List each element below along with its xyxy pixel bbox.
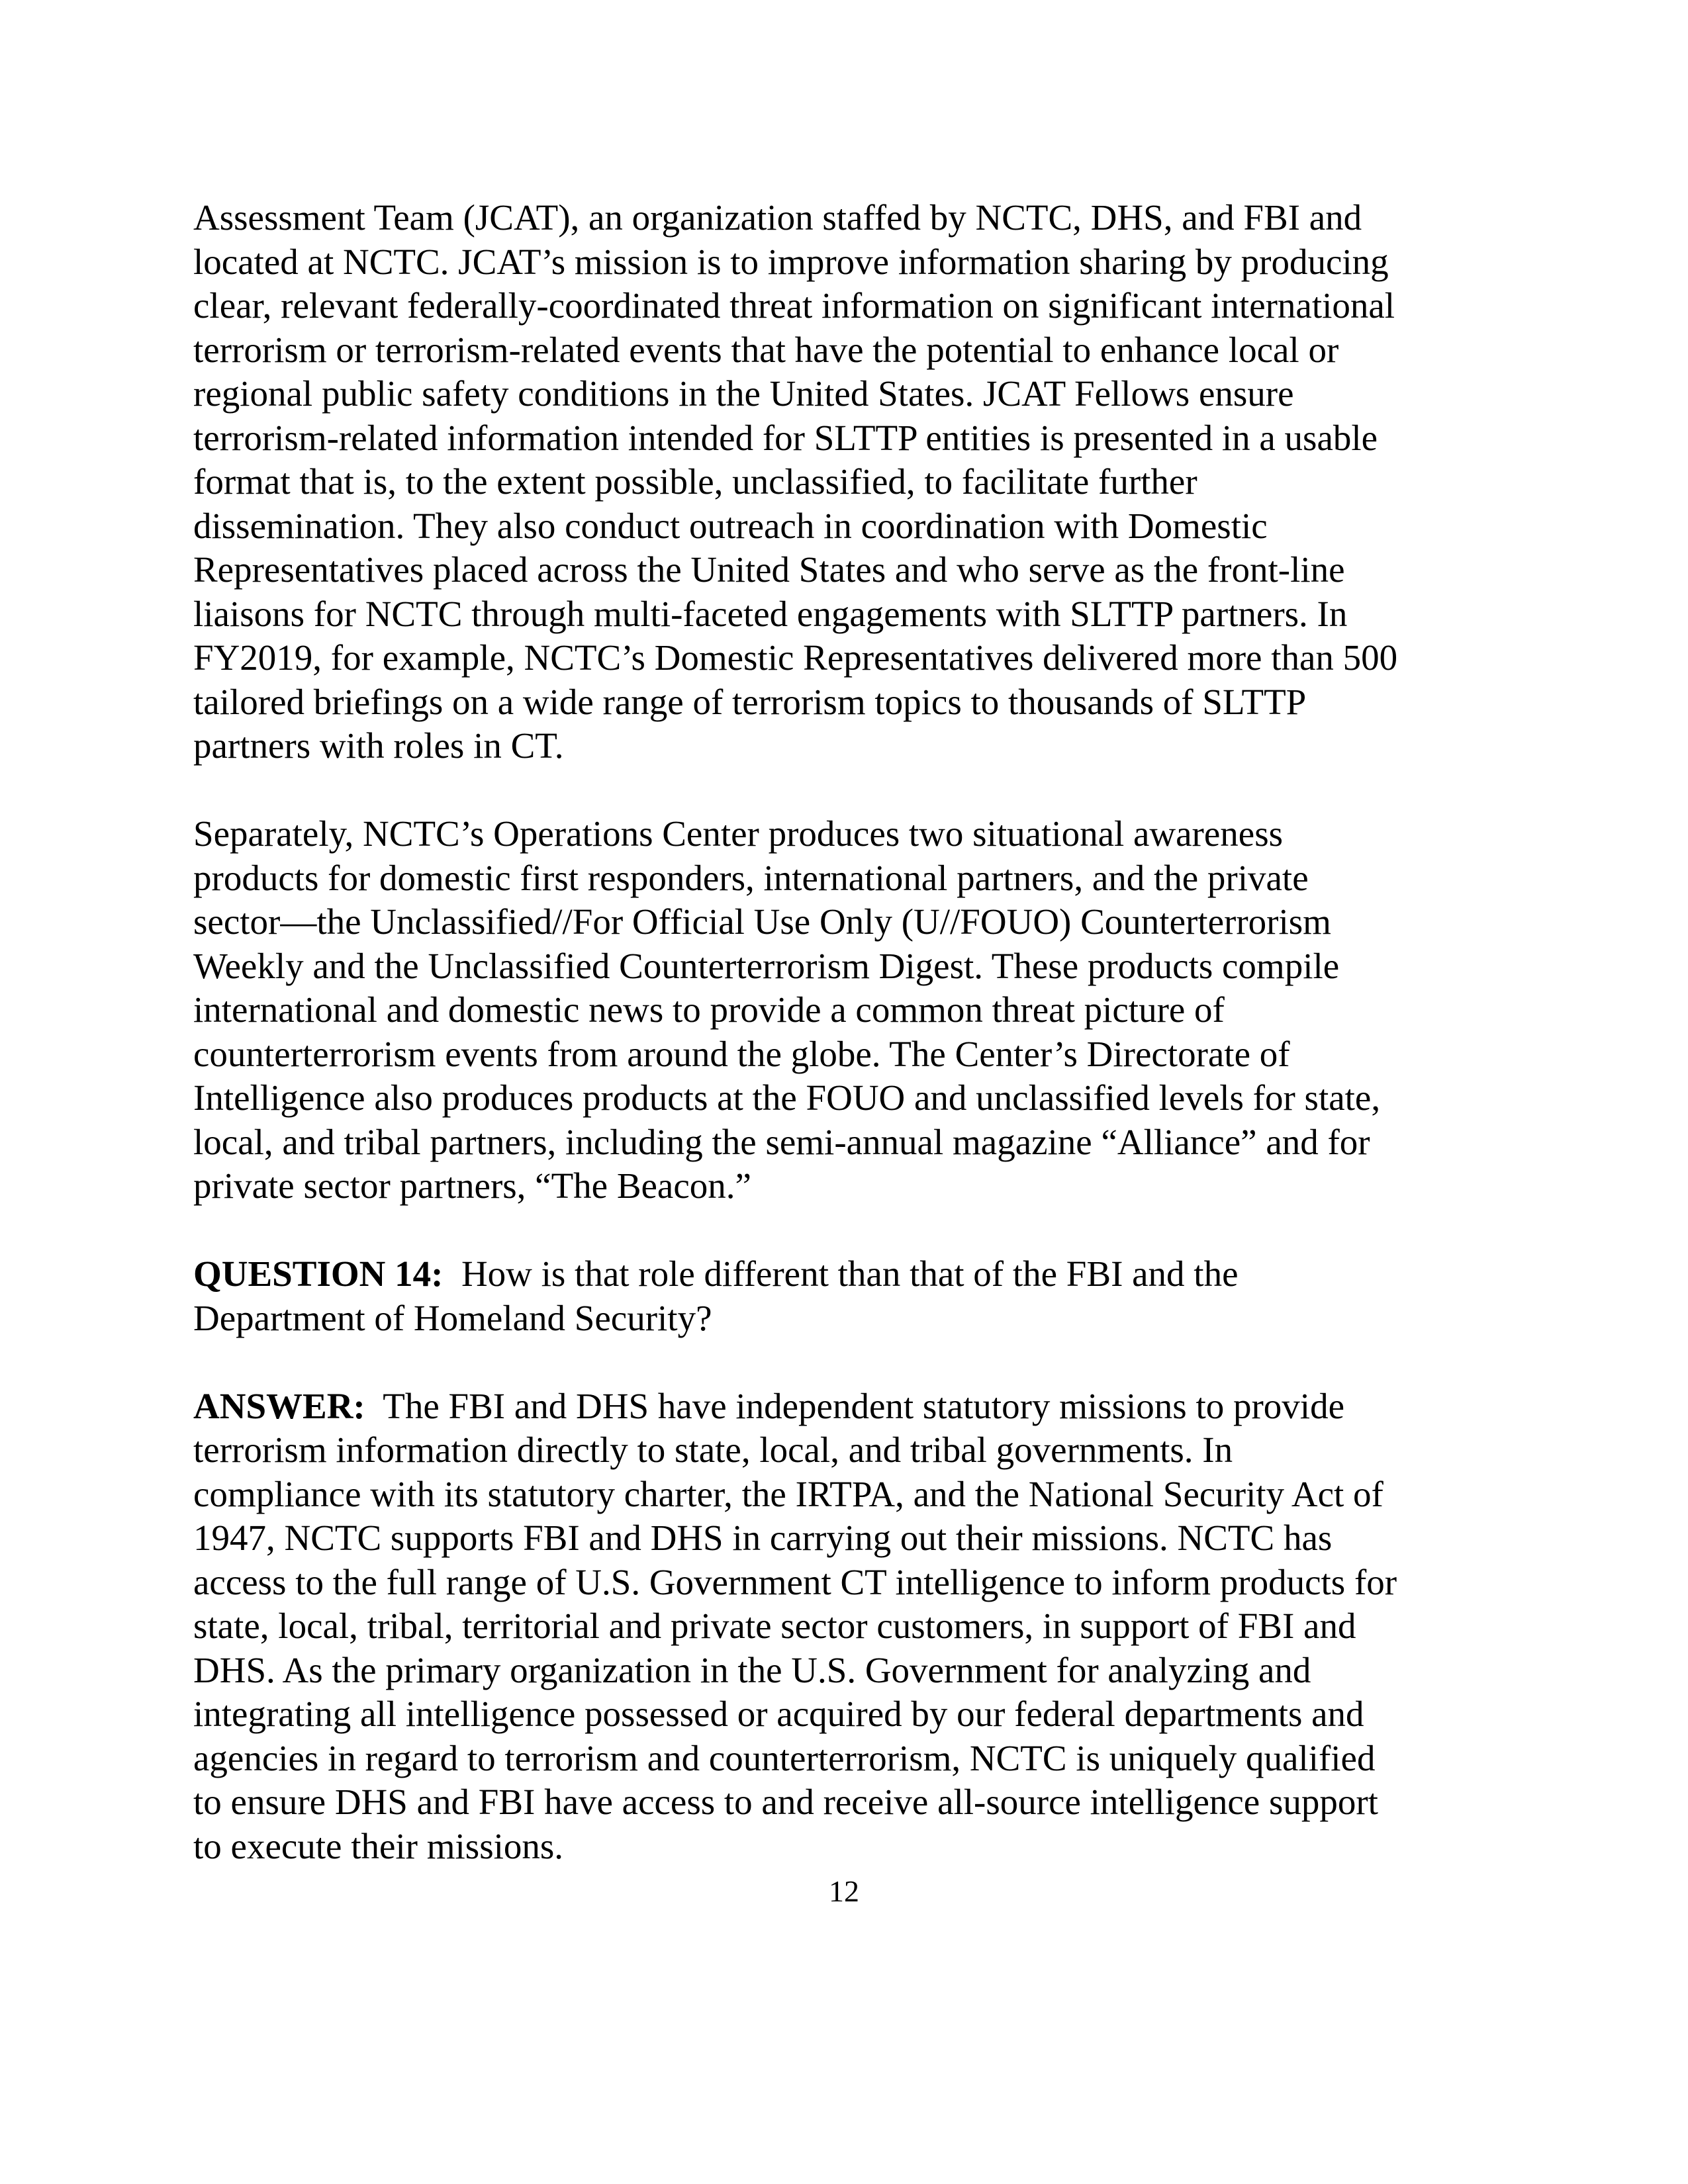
text-line: Department of Homeland Security? [193,1297,712,1338]
text-line: dissemination. They also conduct outreach in coordination with Domestic [193,505,1268,546]
text-line: products for domestic first responders, international partners, and the private [193,857,1309,898]
text-line: terrorism information directly to state, local, and tribal governments. In [193,1430,1233,1470]
page-number: 12 [829,1874,859,1908]
text-line: terrorism or terrorism-related events that have the potential to enhance local or [193,329,1339,370]
paragraph-operations-center [193,812,1477,1208]
text-line: located at NCTC. JCAT’s mission is to improve information sharing by producing [193,241,1389,282]
text-line: access to the full range of U.S. Government CT intelligence to inform products for [193,1561,1397,1602]
text-line: international and domestic news to provide a common threat picture of [193,989,1225,1030]
text-line: tailored briefings on a wide range of terrorism topics to thousands of SLTTP [193,681,1307,722]
question-first-line [193,1252,1477,1297]
text-line: terrorism-related information intended for SLTTP entities is presented in a usable [193,417,1378,458]
answer-14 [193,1385,1477,1869]
text-line: Representatives placed across the United States and who serve as the front-line [193,549,1345,590]
text-line: Assessment Team (JCAT), an organization staffed by NCTC, DHS, and FBI and [193,197,1362,238]
text-line: Weekly and the Unclassified Counterterrorism Digest. These products compile [193,945,1340,986]
question-text: How is that role different than that of the FBI and the [443,1253,1239,1294]
text-line: Separately, NCTC’s Operations Center produces two situational awareness [193,813,1283,854]
text-line: agencies in regard to terrorism and counterterrorism, NCTC is uniquely qualified [193,1737,1376,1778]
text-line: regional public safety conditions in the United States. JCAT Fellows ensure [193,373,1294,414]
text-line: integrating all intelligence possessed or acquired by our federal departments and [193,1694,1364,1734]
question-14 [193,1252,1477,1340]
answer-label: ANSWER: [193,1385,365,1426]
text-line: Intelligence also produces products at the FOUO and unclassified levels for state, [193,1077,1381,1118]
answer-text: The FBI and DHS have independent statutory missions to provide [365,1385,1344,1426]
text-line: compliance with its statutory charter, the IRTPA, and the National Security Act of [193,1473,1383,1514]
text-line: counterterrorism events from around the globe. The Center’s Directorate of [193,1033,1290,1074]
text-line: partners with roles in CT. [193,725,564,766]
text-line: 1947, NCTC supports FBI and DHS in carrying out their missions. NCTC has [193,1518,1333,1558]
document-page [193,196,1477,1913]
text-line: sector—the Unclassified//For Official Use Only (U//FOUO) Counterterrorism [193,901,1331,942]
text-line: local, and tribal partners, including the semi-annual magazine “Alliance” and for [193,1121,1370,1162]
text-line: to execute their missions. [193,1825,564,1866]
text-line: format that is, to the extent possible, unclassified, to facilitate further [193,461,1197,502]
text-line: clear, relevant federally-coordinated threat information on significant international [193,285,1395,326]
question-label: QUESTION 14: [193,1253,444,1294]
text-line: FY2019, for example, NCTC’s Domestic Representatives delivered more than 500 [193,637,1398,678]
text-line: liaisons for NCTC through multi-faceted engagements with SLTTP partners. In [193,593,1348,634]
text-line: private sector partners, “The Beacon.” [193,1165,751,1206]
text-line: state, local, tribal, territorial and private sector customers, in support of FBI and [193,1606,1356,1646]
text-line: DHS. As the primary organization in the U.S. Government for analyzing and [193,1649,1311,1690]
paragraph-jcat [193,196,1477,768]
answer-first-line [193,1385,1477,1429]
text-line: to ensure DHS and FBI have access to and receive all-source intelligence support [193,1782,1378,1822]
